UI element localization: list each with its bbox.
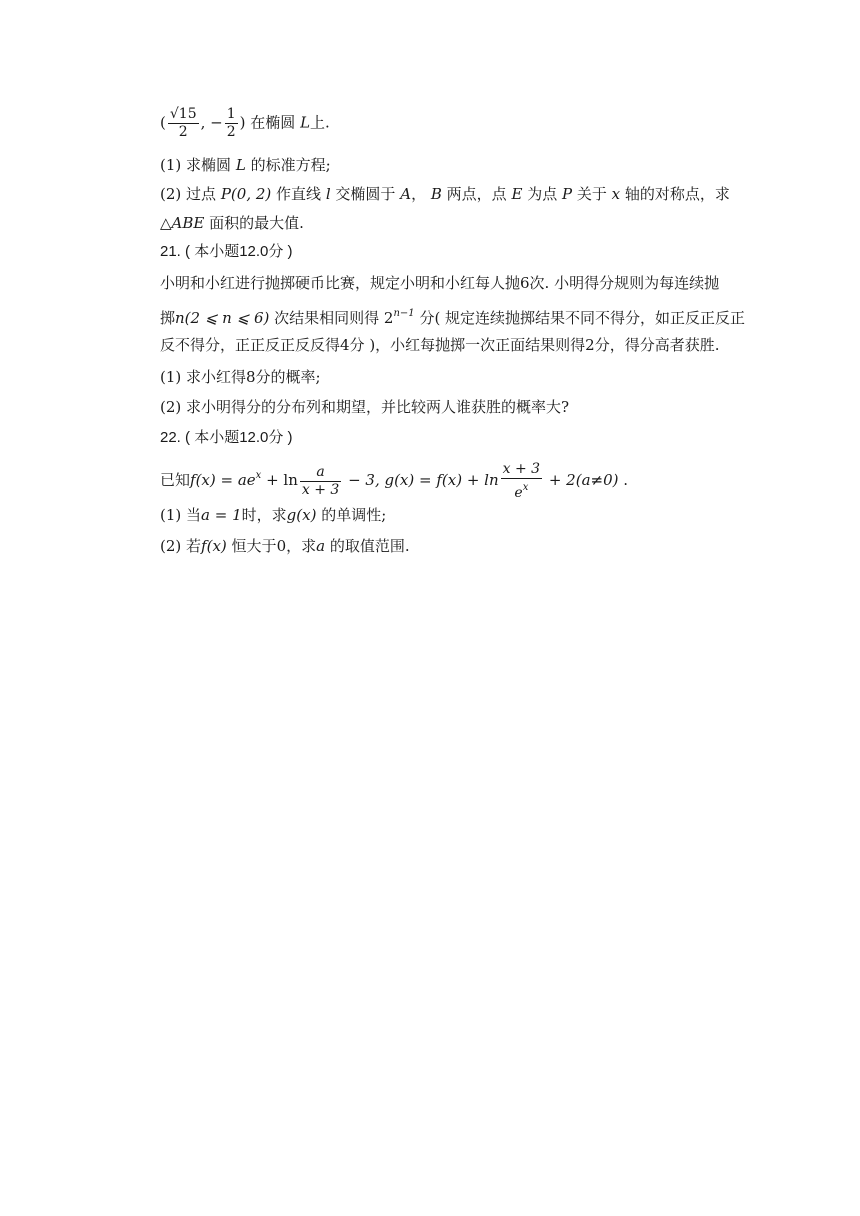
fraction-sqrt15-over-2: $\frac{√15}{2}$ [169,106,197,140]
text: 在椭圆 [250,113,296,132]
paren-open: ( [160,113,166,132]
question-points: ( 本小题12.0分 ) [185,243,293,260]
q21-part1: (1) 求小红得8分的概率; [160,368,321,386]
q22-part2: (2) 若f(x) 恒大于0，求a 的取值范围. [160,537,410,555]
fraction-a-over-x-plus-3: $\frac{a}{x + 3}$ [301,463,340,498]
fraction-1-over-2: $\frac{1}{2}$ [226,106,236,140]
question-number: 22. [160,429,181,446]
q20-part2-line2: △ABE 面积的最大值. [160,214,304,232]
q20-part2-line1: (2) 过点 P(0, 2) 作直线 l 交椭圆于 A， B 两点，点 E 为点 P 关于 x 轴的对称点，求 [160,185,730,203]
q21-line1: 小明和小红进行抛掷硬币比赛，规定小明和小红每人抛6次. 小明得分规则为每连续抛 [160,274,720,292]
q22-given: 已知$f(x) = ae^x + \ln$ $\frac{a}{x + 3}$ − 3, g(x) = f(x) + ln $\frac{x + 3}{e^x}$ + 2(a≠0) . [160,460,629,501]
q21-line3: 反不得分，正正反正反反得4分 )，小红每抛掷一次正面结果则得2分，得分高者获胜. [160,336,720,354]
q21-heading [160,241,293,263]
q21-part2: (2) 求小明得分的分布列和期望，并比较两人谁获胜的概率大? [160,398,570,416]
q22-part1: (1) 当a = 1时，求g(x) 的单调性; [160,506,387,524]
q20-point-line: ( $\frac{√15}{2}$ , − $\frac{1}{2}$ ) 在椭圆 L上. [160,106,330,140]
q20-part1: (1) 求椭圆 L 的标准方程; [160,156,331,174]
comma-minus: , − [200,113,223,132]
question-number: 21. [160,243,181,260]
question-points: ( 本小题12.0分 ) [185,429,293,446]
q21-line2: 掷n(2 ⩽ n ⩽ 6) 次结果相同则得 $2^{n-1}$ 分( 规定连续抛掷结果不同不得分，如正反正反正 [160,308,746,327]
ellipse-var: L [300,113,311,132]
fraction-x-plus-3-over-ex: $\frac{x + 3}{e^x}$ [502,460,541,501]
q22-heading [160,427,293,449]
paren-close: ) [239,113,246,132]
